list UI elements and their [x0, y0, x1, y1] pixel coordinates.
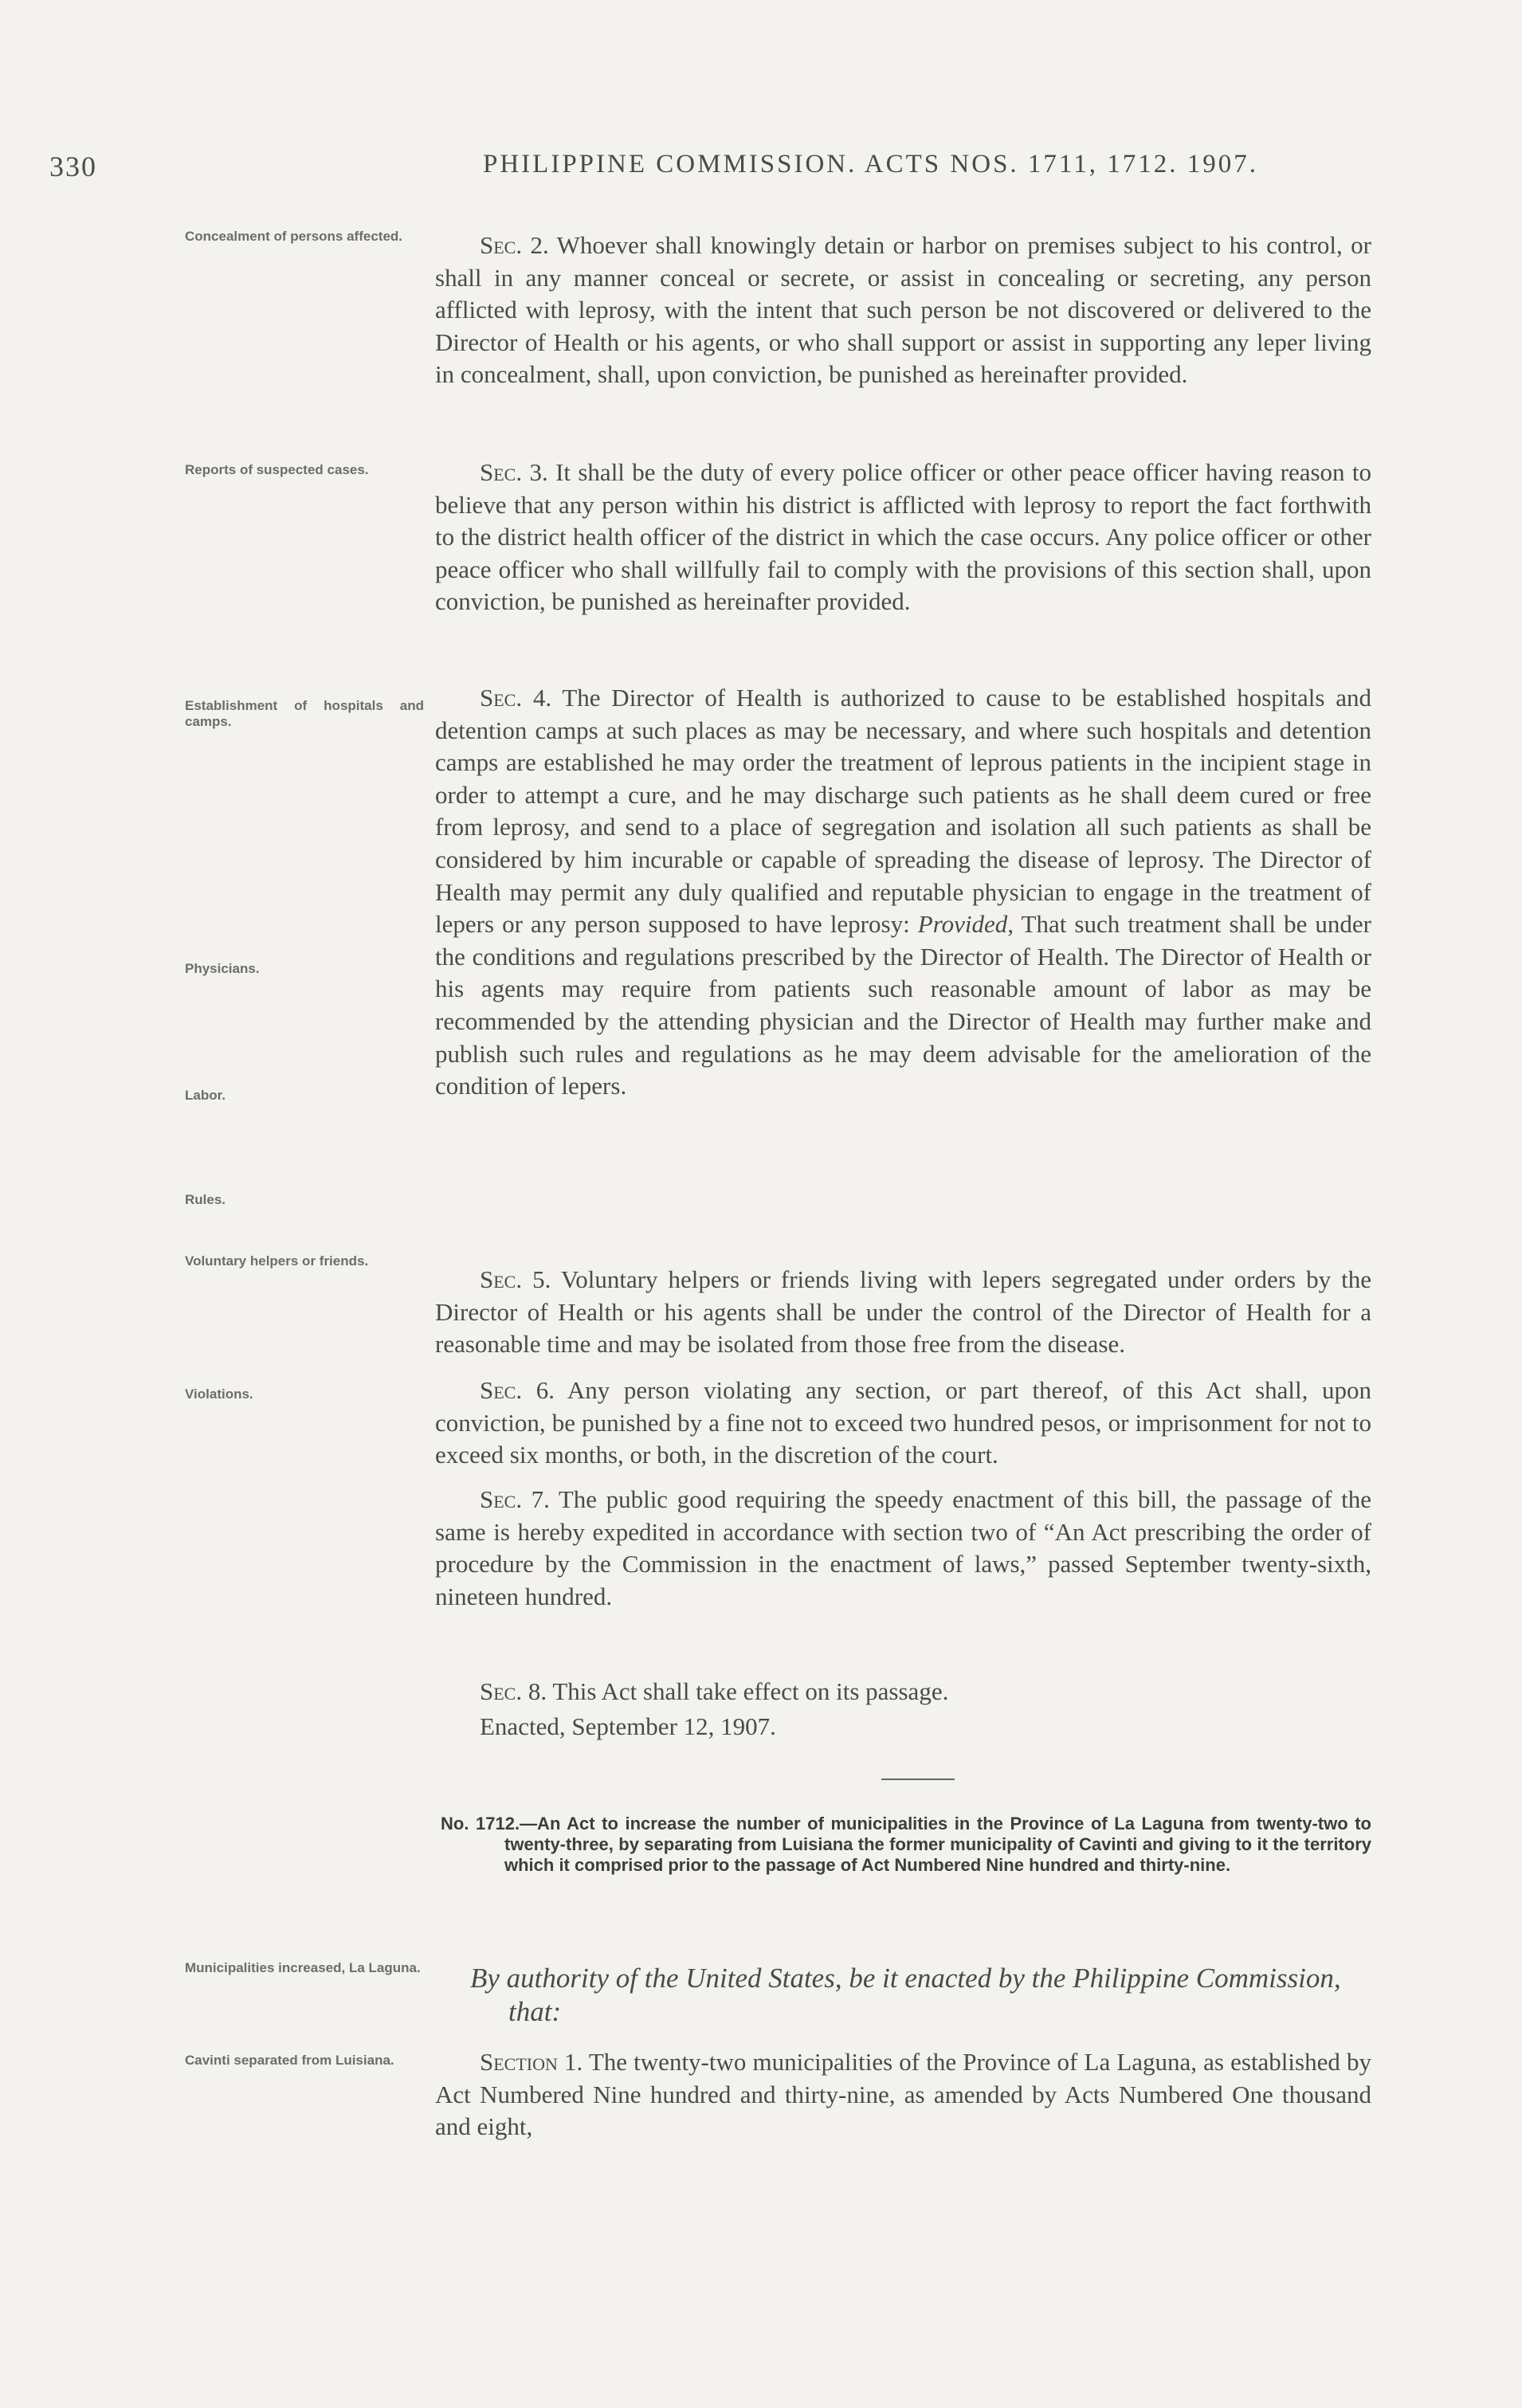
margin-note-municipalities: Municipalities increased, La Laguna. — [185, 1960, 421, 1975]
section-6 — [435, 1375, 1371, 1472]
running-head — [0, 150, 1522, 190]
section-8-label: Sec. 8. — [480, 1677, 547, 1705]
margin-note-reports: Reports of suspected cases. — [185, 462, 369, 477]
section-5-text: Voluntary helpers or friends living with lepers segregated under orders by the Director of Health or his agents shall be under the control of the Director of Health for a reasonable time and may be isolated from those free from the disease. — [435, 1265, 1371, 1359]
section-4-proviso: Provided, — [917, 910, 1014, 939]
section-2-label: Sec. 2. — [480, 231, 549, 259]
section-3-label: Sec. 3. — [480, 458, 548, 486]
act-heading: No. 1712.—An Act to increase the number of municipalities in the Province of La Laguna from twenty-two to twenty-three, by separating from Luisiana the former municipality of Cavinti and giving to it the territory which it comprised prior to the passage of Act Numbered Nine hundred and thirty-nine. — [441, 1814, 1371, 1875]
section-8-text: This Act shall take effect on its passage. — [552, 1677, 949, 1705]
margin-note-labor: Labor. — [185, 1088, 226, 1103]
section-5 — [435, 1264, 1371, 1361]
section-7-label: Sec. 7. — [480, 1485, 550, 1513]
margin-note-concealment: Concealment of persons affected. — [185, 229, 403, 244]
section-6-text: Any person violating any section, or part thereof, of this Act shall, upon conviction, be punished by a fine not to exceed two hundred pesos, or imprisonment for not to exceed six months, or both, in the discretion of the court. — [435, 1376, 1371, 1469]
section-5-label: Sec. 5. — [480, 1265, 551, 1293]
section-4-text-a: The Director of Health is authorized to cause to be established hospitals and detention camps at such places as may be necessary, and where such hospitals and detention camps are established he may order the treatment of leprous patients in the incipient stage in order to attempt a cure, and he may discharge such patients as he shall deem cured or free from leprosy, and send to a place of segregation and isolation all such patients as shall be considered by him incurable or capable of spreading the disease of leprosy. The Director of Health may permit any duly qualified and reputable physician to engage in the treatment of lepers or any person supposed to have leprosy: — [435, 684, 1371, 939]
act-1712-section-1-label: Section 1. — [480, 2048, 583, 2076]
page-number: 330 — [49, 151, 97, 182]
margin-note-violations: Violations. — [185, 1386, 253, 1402]
enacting-clause: By authority of the United States, be it enacted by the Philippine Commission, that: — [470, 1963, 1341, 2027]
act-1712-section-1 — [435, 2046, 1371, 2143]
section-4-label: Sec. 4. — [480, 684, 552, 712]
section-4-text-b: That such treatment shall be under the conditions and regulations prescribed by the Director of Health. The Director of Health or his agents may require from patients such reasonable amount of labor as may be recommended by the attending physician and the Director of Health may further make and publish such rules and regulations as he may deem advisable for the amelioration of the condition of lepers. — [435, 910, 1371, 1100]
margin-note-physicians: Physicians. — [185, 961, 260, 976]
section-3 — [435, 457, 1371, 618]
enacted-date: Enacted, September 12, 1907. — [480, 1712, 776, 1740]
section-divider — [881, 1779, 955, 1780]
margin-note-cavinti: Cavinti separated from Luisiana. — [185, 2053, 394, 2068]
section-7-text: The public good requiring the speedy enactment of this bill, the passage of the same is hereby expedited in accordance with section two of “An Act prescribing the order of procedure by the Commission in the enactment of laws,” passed September twenty-sixth, nineteen hundred. — [435, 1485, 1371, 1610]
margin-note-rules: Rules. — [185, 1192, 226, 1207]
section-2-text: Whoever shall knowingly detain or harbor on premises subject to his control, or shall in any manner conceal or secrete, or assist in concealing or secreting, any person afflicted with leprosy, with the intent that such person be not discovered or delivered to the Director of Health or his agents, or who shall support or assist in supporting any leper living in concealment, shall, upon conviction, be punished as hereinafter provided. — [435, 231, 1371, 389]
section-6-label: Sec. 6. — [480, 1376, 555, 1404]
act-1712-section-1-text: The twenty-two municipalities of the Province of La Laguna, as established by Act Numbered Nine hundred and thirty-nine, as amended by Acts Numbered One thousand and eight, — [435, 2048, 1371, 2141]
section-8 — [435, 1676, 948, 1708]
margin-note-establishment: Establishment of hospitals and camps. — [185, 698, 424, 729]
section-2 — [435, 229, 1371, 391]
section-7 — [435, 1484, 1371, 1613]
section-3-text: It shall be the duty of every police officer or other peace officer having reason to believe that any person within his district is afflicted with leprosy to report the fact forthwith to the district health officer of the district in which the case occurs. Any police officer or other peace officer who shall willfully fail to comply with the provisions of this section shall, upon conviction, be punished as hereinafter provided. — [435, 458, 1372, 616]
header-title: PHILIPPINE COMMISSION. ACTS NOS. 1711, 1712. 1907. — [483, 150, 1258, 178]
margin-note-voluntary-helpers: Voluntary helpers or friends. — [185, 1253, 369, 1269]
section-4 — [435, 682, 1371, 1103]
